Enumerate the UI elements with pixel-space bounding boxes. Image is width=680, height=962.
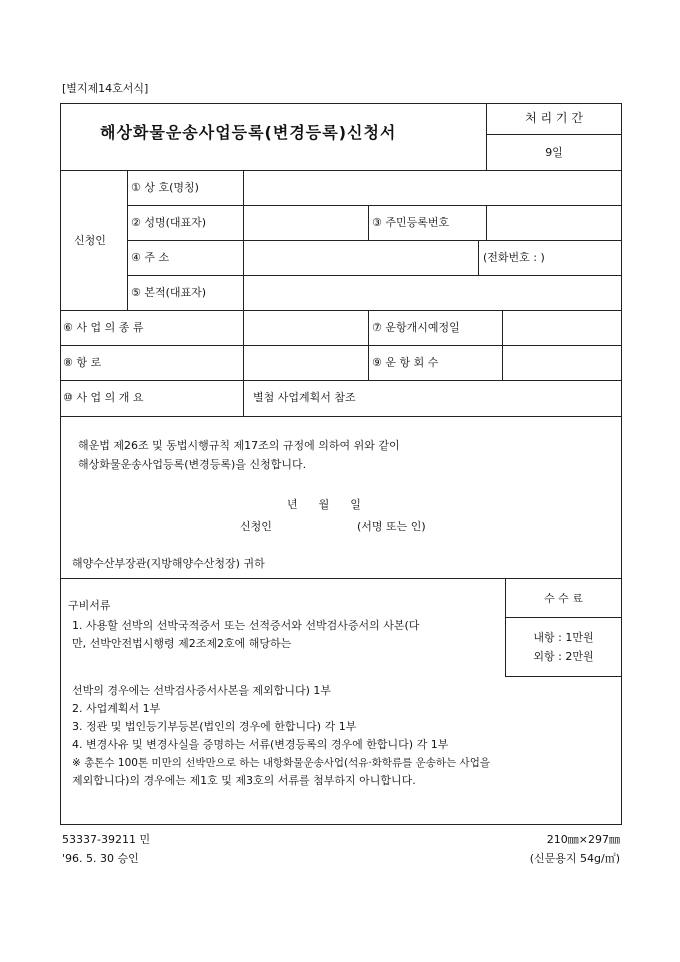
signer-label: 신청인 [240, 520, 272, 533]
fee-label: 수 수 료 [544, 592, 583, 605]
divider [478, 240, 479, 275]
document-item: 선박의 경우에는 선박검사증서사본을 제외합니다) 1부 [72, 684, 332, 697]
document-item: 제외합니다)의 경우에는 제1호 및 제3호의 서류를 첨부하지 아니합니다. [72, 774, 416, 787]
name-label: ② 성명(대표자) [131, 216, 207, 229]
address-label: ④ 주 소 [131, 251, 170, 264]
divider [127, 170, 128, 310]
divider [127, 205, 622, 206]
paper-size: 210㎜×297㎜ [546, 833, 620, 846]
paper-type: (신문용지 54g/㎡) [529, 852, 620, 865]
form-title: 해상화물운송사업등록(변경등록)신청서 [100, 123, 397, 142]
approval-date: '96. 5. 30 승인 [62, 852, 139, 865]
divider [127, 240, 622, 241]
divider [60, 578, 622, 579]
divider [60, 170, 622, 171]
divider [368, 205, 369, 240]
document-item: 4. 변경사유 및 변경사실을 증명하는 서류(변경등록의 경우에 한합니다) 각 1부 [72, 738, 449, 751]
processing-label: 처 리 기 간 [525, 111, 583, 125]
document-item: 2. 사업계획서 1부 [72, 702, 161, 715]
phone-label: (전화번호 : ) [483, 251, 545, 264]
route-label: ⑧ 항 로 [63, 356, 102, 369]
document-item: 1. 사용할 선박의 선박국적증서 또는 선적증서와 선박검사증서의 사본(다 [72, 619, 420, 632]
divider [368, 310, 369, 380]
divider [60, 310, 622, 311]
divider [486, 205, 487, 240]
divider [60, 345, 622, 346]
resident-number-label: ③ 주민등록번호 [372, 216, 450, 229]
divider [60, 380, 622, 381]
form-code: 53337-39211 민 [62, 833, 151, 846]
divider [60, 416, 622, 417]
applicant-label: 신청인 [74, 234, 106, 247]
divider [127, 275, 622, 276]
divider [243, 170, 244, 416]
declaration-line-2: 해상화물운송사업등록(변경등록)을 신청합니다. [78, 458, 307, 471]
processing-value: 9일 [545, 146, 563, 159]
business-overview-label: ⑩ 사 업 의 개 요 [63, 391, 144, 404]
document-item: 3. 정관 및 법인등기부등본(법인의 경우에 한합니다) 각 1부 [72, 720, 357, 733]
declaration-line-1: 해운법 제26조 및 동법시행규칙 제17조의 규정에 의하여 위와 같이 [78, 439, 400, 452]
voyage-count-label: ⑨ 운 항 회 수 [372, 356, 439, 369]
fee-international: 외항 : 2만원 [533, 650, 594, 663]
documents-label: 구비서류 [68, 599, 111, 612]
addressee: 해양수산부장관(지방해양수산청장) 귀하 [72, 557, 265, 570]
business-overview-value: 별첨 사업계획서 참조 [253, 391, 356, 404]
domicile-label: ⑤ 본적(대표자) [131, 286, 207, 299]
divider [505, 676, 622, 677]
business-type-label: ⑥ 사 업 의 종 류 [63, 321, 144, 334]
documents-list-continued [72, 682, 620, 790]
document-item: ※ 총톤수 100톤 미만의 선박만으로 하는 내항화물운송사업(석유·화학류를 운송하는 사업을 [72, 757, 490, 769]
document-item: 만, 선박안전법시행령 제2조제2호에 해당하는 [72, 637, 292, 650]
divider [502, 310, 503, 380]
trade-name-label: ① 상 호(명칭) [131, 181, 199, 194]
application-date: 년 월 일 [287, 498, 361, 511]
form-id: [별지제14호서식] [62, 82, 149, 95]
divider [486, 134, 622, 135]
fee-domestic: 내항 : 1만원 [533, 631, 594, 644]
signature-placeholder: (서명 또는 인) [357, 520, 426, 533]
start-date-label: ⑦ 운항개시예정일 [372, 321, 460, 334]
